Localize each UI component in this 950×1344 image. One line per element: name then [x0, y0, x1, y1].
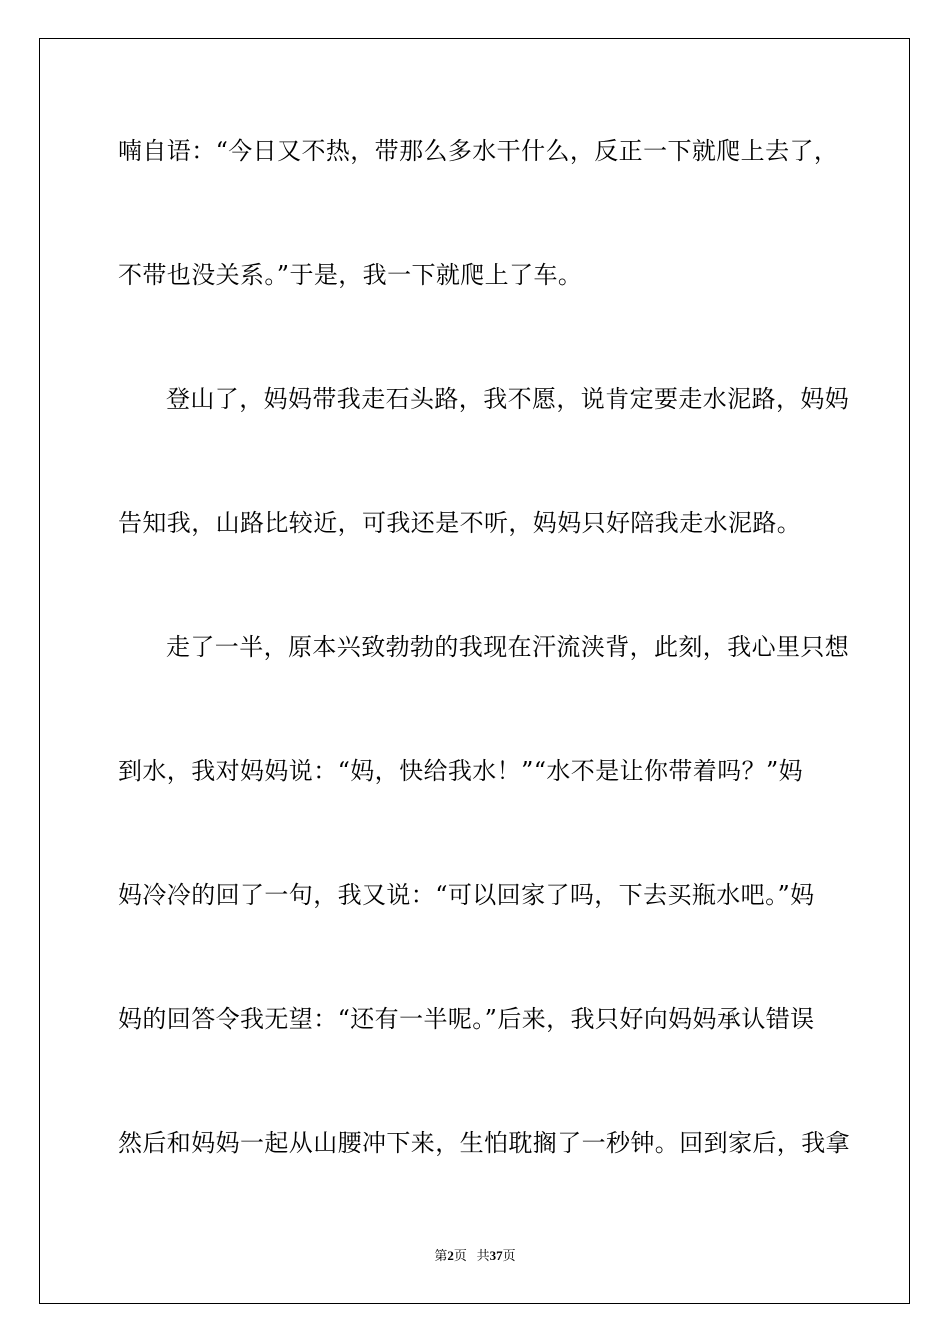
total-suffix: 页 — [502, 1248, 516, 1263]
page-suffix: 页 — [453, 1248, 467, 1263]
body-text-line: 妈冷冷的回了一句，我又说：“可以回家了吗，下去买瓶水吧。”妈 — [118, 881, 815, 909]
body-text-line: 不带也没关系。”于是，我一下就爬上了车。 — [118, 261, 583, 289]
body-text-line: 告知我，山路比较近，可我还是不听，妈妈只好陪我走水泥路。 — [118, 509, 802, 537]
paragraph-first-line: 走了一半，原本兴致勃勃的我现在汗流浃背，此刻，我心里只想 — [166, 633, 850, 661]
body-text-line: 然后和妈妈一起从山腰冲下来，生怕耽搁了一秒钟。回到家后，我拿 — [118, 1129, 850, 1157]
body-text-line: 到水，我对妈妈说：“妈，快给我水！”“水不是让你带着吗？”妈 — [118, 757, 804, 785]
total-prefix: 共 — [476, 1248, 490, 1263]
page-prefix: 第 — [434, 1248, 448, 1263]
page-number: 2 — [447, 1248, 454, 1263]
page-border — [39, 38, 910, 1304]
total-pages: 37 — [489, 1248, 503, 1263]
page-footer — [0, 1247, 950, 1265]
paragraph-first-line: 登山了，妈妈带我走石头路，我不愿，说肯定要走水泥路，妈妈 — [166, 385, 850, 413]
body-text-line: 喃自语：“今日又不热，带那么多水干什么，反正一下就爬上去了， — [118, 137, 839, 165]
body-text-line: 妈的回答令我无望：“还有一半呢。”后来，我只好向妈妈承认错误 — [118, 1005, 815, 1033]
